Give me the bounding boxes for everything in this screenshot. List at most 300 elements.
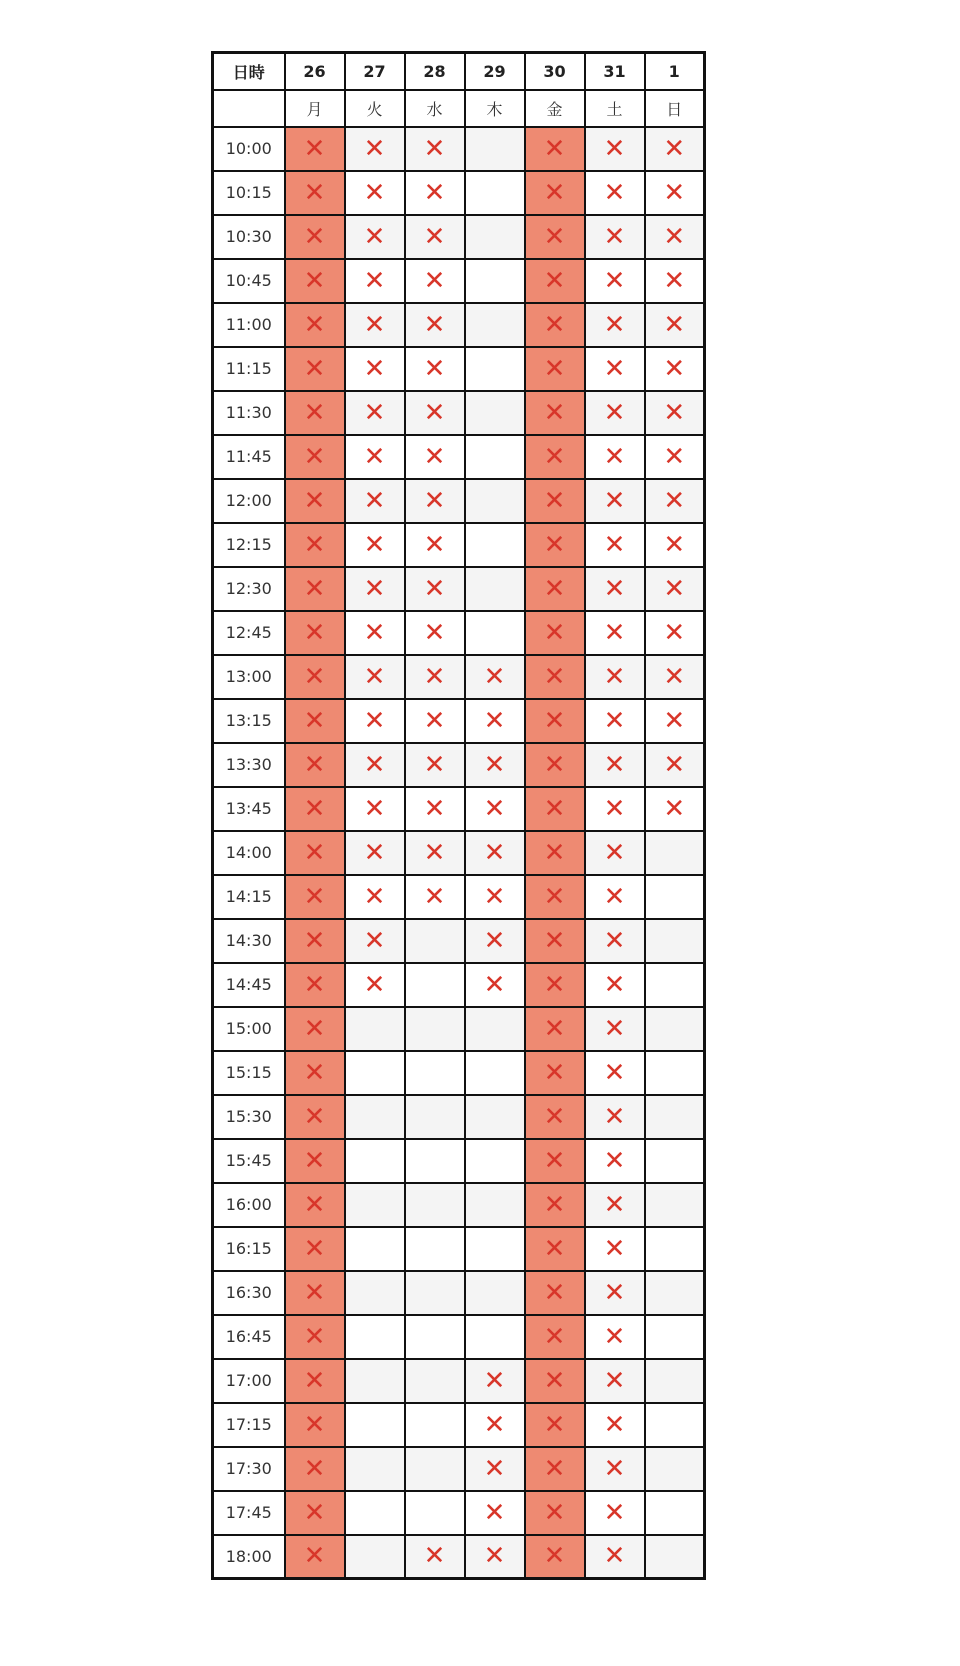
unavailable-x-icon: ✕	[423, 177, 446, 208]
unavailable-x-icon: ✕	[303, 529, 326, 560]
slot-available[interactable]	[405, 1271, 465, 1315]
time-slot-row	[213, 1535, 705, 1579]
slot-available[interactable]	[465, 1007, 525, 1051]
slot-available[interactable]	[465, 523, 525, 567]
schedule-wrapper	[211, 51, 706, 1580]
time-label: 17:45	[213, 1491, 285, 1535]
slot-unavailable	[405, 567, 465, 611]
slot-available[interactable]	[645, 1227, 705, 1271]
unavailable-x-icon: ✕	[303, 1541, 326, 1572]
slot-available[interactable]	[405, 1139, 465, 1183]
unavailable-x-icon: ✕	[303, 1145, 326, 1176]
unavailable-x-icon: ✕	[603, 485, 626, 516]
slot-unavailable	[645, 435, 705, 479]
slot-unavailable	[585, 1183, 645, 1227]
time-slot-row	[213, 1447, 705, 1491]
time-slot-row	[213, 479, 705, 523]
time-slot-row	[213, 919, 705, 963]
unavailable-x-icon: ✕	[543, 1057, 566, 1088]
unavailable-x-icon: ✕	[663, 529, 686, 560]
slot-available[interactable]	[465, 1139, 525, 1183]
slot-available[interactable]	[405, 1359, 465, 1403]
slot-unavailable	[405, 391, 465, 435]
unavailable-x-icon: ✕	[543, 309, 566, 340]
unavailable-x-icon: ✕	[363, 397, 386, 428]
unavailable-x-icon: ✕	[663, 221, 686, 252]
slot-available[interactable]	[465, 567, 525, 611]
slot-available[interactable]	[645, 1183, 705, 1227]
unavailable-x-icon: ✕	[303, 1321, 326, 1352]
unavailable-x-icon: ✕	[303, 1277, 326, 1308]
unavailable-x-icon: ✕	[603, 749, 626, 780]
time-slot-row	[213, 435, 705, 479]
slot-unavailable	[285, 1227, 345, 1271]
unavailable-x-icon: ✕	[663, 133, 686, 164]
slot-available[interactable]	[405, 1051, 465, 1095]
unavailable-x-icon: ✕	[603, 573, 626, 604]
slot-unavailable	[465, 875, 525, 919]
availability-table	[211, 51, 706, 1580]
unavailable-x-icon: ✕	[603, 133, 626, 164]
unavailable-x-icon: ✕	[543, 1189, 566, 1220]
unavailable-x-icon: ✕	[303, 661, 326, 692]
slot-unavailable	[585, 1007, 645, 1051]
unavailable-x-icon: ✕	[363, 529, 386, 560]
time-slot-row	[213, 743, 705, 787]
slot-available[interactable]	[645, 1007, 705, 1051]
slot-unavailable	[405, 611, 465, 655]
slot-available[interactable]	[345, 1007, 405, 1051]
slot-unavailable	[525, 875, 585, 919]
slot-unavailable	[585, 435, 645, 479]
slot-available[interactable]	[645, 963, 705, 1007]
slot-unavailable	[285, 1535, 345, 1579]
slot-unavailable	[645, 479, 705, 523]
slot-unavailable	[585, 1359, 645, 1403]
unavailable-x-icon: ✕	[603, 1057, 626, 1088]
slot-unavailable	[585, 1227, 645, 1271]
unavailable-x-icon: ✕	[423, 881, 446, 912]
unavailable-x-icon: ✕	[303, 177, 326, 208]
slot-available[interactable]	[645, 1535, 705, 1579]
time-label: 14:45	[213, 963, 285, 1007]
unavailable-x-icon: ✕	[363, 969, 386, 1000]
slot-available[interactable]	[465, 479, 525, 523]
slot-unavailable	[285, 1183, 345, 1227]
unavailable-x-icon: ✕	[603, 793, 626, 824]
slot-unavailable	[285, 1271, 345, 1315]
slot-available[interactable]	[345, 1491, 405, 1535]
unavailable-x-icon: ✕	[603, 881, 626, 912]
unavailable-x-icon: ✕	[603, 1145, 626, 1176]
slot-available[interactable]	[465, 259, 525, 303]
unavailable-x-icon: ✕	[483, 705, 506, 736]
slot-unavailable	[525, 347, 585, 391]
slot-available[interactable]	[645, 875, 705, 919]
slot-available[interactable]	[645, 1403, 705, 1447]
unavailable-x-icon: ✕	[363, 925, 386, 956]
unavailable-x-icon: ✕	[543, 705, 566, 736]
slot-available[interactable]	[345, 1051, 405, 1095]
time-slot-row	[213, 1491, 705, 1535]
slot-available[interactable]	[345, 1315, 405, 1359]
slot-unavailable	[345, 611, 405, 655]
slot-available[interactable]	[465, 303, 525, 347]
unavailable-x-icon: ✕	[663, 617, 686, 648]
unavailable-x-icon: ✕	[603, 529, 626, 560]
slot-unavailable	[285, 1447, 345, 1491]
slot-unavailable	[345, 963, 405, 1007]
unavailable-x-icon: ✕	[543, 661, 566, 692]
slot-unavailable	[405, 127, 465, 171]
slot-available[interactable]	[405, 1403, 465, 1447]
unavailable-x-icon: ✕	[603, 617, 626, 648]
unavailable-x-icon: ✕	[663, 793, 686, 824]
unavailable-x-icon: ✕	[603, 353, 626, 384]
slot-unavailable	[585, 215, 645, 259]
slot-unavailable	[585, 831, 645, 875]
slot-available[interactable]	[405, 1447, 465, 1491]
slot-unavailable	[585, 303, 645, 347]
slot-unavailable	[525, 1227, 585, 1271]
slot-available[interactable]	[465, 1095, 525, 1139]
unavailable-x-icon: ✕	[423, 617, 446, 648]
slot-unavailable	[285, 919, 345, 963]
slot-unavailable	[405, 655, 465, 699]
unavailable-x-icon: ✕	[483, 925, 506, 956]
slot-unavailable	[525, 1491, 585, 1535]
slot-unavailable	[405, 171, 465, 215]
slot-unavailable	[465, 787, 525, 831]
slot-available[interactable]	[345, 1095, 405, 1139]
slot-unavailable	[585, 611, 645, 655]
unavailable-x-icon: ✕	[543, 1497, 566, 1528]
slot-available[interactable]	[405, 1007, 465, 1051]
slot-unavailable	[285, 963, 345, 1007]
weekday-header: 月	[285, 90, 345, 127]
slot-unavailable	[585, 963, 645, 1007]
slot-available[interactable]	[465, 347, 525, 391]
slot-unavailable	[585, 1095, 645, 1139]
slot-available[interactable]	[345, 1183, 405, 1227]
slot-unavailable	[585, 699, 645, 743]
unavailable-x-icon: ✕	[603, 1013, 626, 1044]
unavailable-x-icon: ✕	[363, 133, 386, 164]
slot-unavailable	[525, 1271, 585, 1315]
unavailable-x-icon: ✕	[423, 441, 446, 472]
time-slot-row	[213, 1227, 705, 1271]
unavailable-x-icon: ✕	[423, 573, 446, 604]
slot-unavailable	[465, 1359, 525, 1403]
time-slot-row	[213, 1271, 705, 1315]
unavailable-x-icon: ✕	[363, 573, 386, 604]
unavailable-x-icon: ✕	[543, 221, 566, 252]
slot-unavailable	[405, 259, 465, 303]
slot-available[interactable]	[465, 1315, 525, 1359]
slot-unavailable	[585, 479, 645, 523]
unavailable-x-icon: ✕	[303, 1013, 326, 1044]
slot-available[interactable]	[645, 919, 705, 963]
slot-unavailable	[285, 1051, 345, 1095]
time-slot-row	[213, 215, 705, 259]
slot-unavailable	[405, 787, 465, 831]
slot-unavailable	[525, 831, 585, 875]
slot-unavailable	[585, 1315, 645, 1359]
unavailable-x-icon: ✕	[543, 837, 566, 868]
slot-available[interactable]	[645, 1447, 705, 1491]
slot-unavailable	[405, 1535, 465, 1579]
time-slot-row	[213, 1359, 705, 1403]
unavailable-x-icon: ✕	[543, 1321, 566, 1352]
slot-unavailable	[285, 743, 345, 787]
unavailable-x-icon: ✕	[303, 749, 326, 780]
slot-available[interactable]	[645, 1139, 705, 1183]
time-label: 17:15	[213, 1403, 285, 1447]
time-slot-row	[213, 611, 705, 655]
unavailable-x-icon: ✕	[303, 1497, 326, 1528]
slot-unavailable	[465, 655, 525, 699]
slot-unavailable	[525, 743, 585, 787]
unavailable-x-icon: ✕	[363, 177, 386, 208]
slot-available[interactable]	[465, 391, 525, 435]
slot-unavailable	[285, 435, 345, 479]
slot-available[interactable]	[465, 171, 525, 215]
time-label: 17:00	[213, 1359, 285, 1403]
time-slot-row	[213, 831, 705, 875]
time-slot-row	[213, 259, 705, 303]
unavailable-x-icon: ✕	[303, 1057, 326, 1088]
slot-available[interactable]	[465, 127, 525, 171]
time-label: 14:15	[213, 875, 285, 919]
unavailable-x-icon: ✕	[543, 1453, 566, 1484]
unavailable-x-icon: ✕	[603, 837, 626, 868]
unavailable-x-icon: ✕	[663, 309, 686, 340]
unavailable-x-icon: ✕	[303, 397, 326, 428]
slot-available[interactable]	[645, 1315, 705, 1359]
unavailable-x-icon: ✕	[363, 485, 386, 516]
slot-unavailable	[405, 479, 465, 523]
date-header: 26	[285, 53, 345, 90]
slot-unavailable	[285, 215, 345, 259]
time-label: 14:00	[213, 831, 285, 875]
unavailable-x-icon: ✕	[303, 1453, 326, 1484]
unavailable-x-icon: ✕	[303, 1189, 326, 1220]
slot-unavailable	[645, 215, 705, 259]
unavailable-x-icon: ✕	[603, 441, 626, 472]
slot-unavailable	[285, 1315, 345, 1359]
unavailable-x-icon: ✕	[483, 1497, 506, 1528]
unavailable-x-icon: ✕	[543, 529, 566, 560]
slot-unavailable	[285, 567, 345, 611]
slot-available[interactable]	[465, 1271, 525, 1315]
weekday-header: 土	[585, 90, 645, 127]
slot-available[interactable]	[645, 1359, 705, 1403]
slot-unavailable	[585, 787, 645, 831]
unavailable-x-icon: ✕	[363, 265, 386, 296]
slot-unavailable	[465, 963, 525, 1007]
slot-unavailable	[345, 171, 405, 215]
unavailable-x-icon: ✕	[483, 969, 506, 1000]
time-label: 13:15	[213, 699, 285, 743]
time-label: 16:30	[213, 1271, 285, 1315]
unavailable-x-icon: ✕	[603, 1453, 626, 1484]
unavailable-x-icon: ✕	[483, 1541, 506, 1572]
slot-available[interactable]	[645, 1271, 705, 1315]
unavailable-x-icon: ✕	[303, 133, 326, 164]
slot-available[interactable]	[645, 1051, 705, 1095]
unavailable-x-icon: ✕	[303, 1409, 326, 1440]
slot-available[interactable]	[345, 1359, 405, 1403]
unavailable-x-icon: ✕	[543, 749, 566, 780]
slot-unavailable	[345, 391, 405, 435]
time-label: 14:30	[213, 919, 285, 963]
time-slot-row	[213, 655, 705, 699]
time-label: 12:15	[213, 523, 285, 567]
time-label: 16:45	[213, 1315, 285, 1359]
slot-unavailable	[525, 479, 585, 523]
slot-unavailable	[585, 127, 645, 171]
slot-available[interactable]	[645, 1491, 705, 1535]
slot-available[interactable]	[645, 831, 705, 875]
slot-unavailable	[405, 523, 465, 567]
time-label: 10:00	[213, 127, 285, 171]
unavailable-x-icon: ✕	[603, 221, 626, 252]
unavailable-x-icon: ✕	[483, 1365, 506, 1396]
unavailable-x-icon: ✕	[603, 1409, 626, 1440]
unavailable-x-icon: ✕	[303, 881, 326, 912]
time-label: 15:00	[213, 1007, 285, 1051]
slot-unavailable	[345, 347, 405, 391]
slot-unavailable	[525, 303, 585, 347]
slot-available[interactable]	[465, 215, 525, 259]
unavailable-x-icon: ✕	[303, 1233, 326, 1264]
slot-available[interactable]	[465, 1227, 525, 1271]
time-label: 18:00	[213, 1535, 285, 1579]
slot-unavailable	[345, 567, 405, 611]
slot-available[interactable]	[345, 1535, 405, 1579]
slot-available[interactable]	[465, 435, 525, 479]
slot-unavailable	[645, 611, 705, 655]
unavailable-x-icon: ✕	[423, 793, 446, 824]
slot-available[interactable]	[345, 1227, 405, 1271]
slot-unavailable	[345, 919, 405, 963]
slot-available[interactable]	[645, 1095, 705, 1139]
unavailable-x-icon: ✕	[303, 617, 326, 648]
slot-available[interactable]	[465, 1183, 525, 1227]
unavailable-x-icon: ✕	[603, 661, 626, 692]
unavailable-x-icon: ✕	[423, 837, 446, 868]
slot-unavailable	[465, 1403, 525, 1447]
slot-available[interactable]	[405, 1095, 465, 1139]
unavailable-x-icon: ✕	[483, 793, 506, 824]
unavailable-x-icon: ✕	[663, 353, 686, 384]
time-slot-row	[213, 391, 705, 435]
time-slot-row	[213, 127, 705, 171]
unavailable-x-icon: ✕	[423, 1541, 446, 1572]
slot-available[interactable]	[405, 919, 465, 963]
unavailable-x-icon: ✕	[303, 1365, 326, 1396]
unavailable-x-icon: ✕	[543, 485, 566, 516]
slot-unavailable	[285, 1403, 345, 1447]
unavailable-x-icon: ✕	[543, 1233, 566, 1264]
unavailable-x-icon: ✕	[543, 1277, 566, 1308]
slot-unavailable	[285, 259, 345, 303]
unavailable-x-icon: ✕	[603, 969, 626, 1000]
corner-label: 日時	[213, 53, 285, 90]
unavailable-x-icon: ✕	[483, 837, 506, 868]
slot-unavailable	[645, 259, 705, 303]
time-slot-row	[213, 303, 705, 347]
time-slot-row	[213, 523, 705, 567]
unavailable-x-icon: ✕	[603, 1101, 626, 1132]
slot-unavailable	[285, 171, 345, 215]
slot-unavailable	[525, 215, 585, 259]
slot-available[interactable]	[405, 1227, 465, 1271]
slot-unavailable	[465, 1491, 525, 1535]
slot-available[interactable]	[405, 1183, 465, 1227]
slot-available[interactable]	[345, 1447, 405, 1491]
time-slot-row	[213, 171, 705, 215]
unavailable-x-icon: ✕	[483, 1409, 506, 1440]
slot-available[interactable]	[345, 1403, 405, 1447]
slot-unavailable	[645, 391, 705, 435]
slot-available[interactable]	[465, 611, 525, 655]
slot-available[interactable]	[405, 1491, 465, 1535]
slot-available[interactable]	[345, 1271, 405, 1315]
slot-available[interactable]	[405, 963, 465, 1007]
slot-unavailable	[285, 1491, 345, 1535]
unavailable-x-icon: ✕	[543, 1101, 566, 1132]
slot-unavailable	[405, 303, 465, 347]
slot-unavailable	[525, 1051, 585, 1095]
time-slot-row	[213, 347, 705, 391]
unavailable-x-icon: ✕	[603, 925, 626, 956]
unavailable-x-icon: ✕	[303, 573, 326, 604]
slot-unavailable	[405, 347, 465, 391]
unavailable-x-icon: ✕	[663, 485, 686, 516]
unavailable-x-icon: ✕	[543, 925, 566, 956]
slot-available[interactable]	[405, 1315, 465, 1359]
unavailable-x-icon: ✕	[603, 1321, 626, 1352]
unavailable-x-icon: ✕	[423, 265, 446, 296]
unavailable-x-icon: ✕	[363, 705, 386, 736]
slot-available[interactable]	[465, 1051, 525, 1095]
slot-unavailable	[285, 1359, 345, 1403]
weekday-corner	[213, 90, 285, 127]
date-header: 29	[465, 53, 525, 90]
date-header: 1	[645, 53, 705, 90]
slot-unavailable	[525, 391, 585, 435]
slot-available[interactable]	[345, 1139, 405, 1183]
weekday-header: 火	[345, 90, 405, 127]
slot-unavailable	[405, 831, 465, 875]
slot-unavailable	[585, 655, 645, 699]
unavailable-x-icon: ✕	[663, 265, 686, 296]
slot-unavailable	[585, 919, 645, 963]
slot-unavailable	[525, 523, 585, 567]
time-label: 11:15	[213, 347, 285, 391]
time-slot-row	[213, 875, 705, 919]
time-label: 15:45	[213, 1139, 285, 1183]
weekday-header: 日	[645, 90, 705, 127]
slot-unavailable	[585, 171, 645, 215]
time-slot-row	[213, 1051, 705, 1095]
unavailable-x-icon: ✕	[303, 837, 326, 868]
unavailable-x-icon: ✕	[423, 309, 446, 340]
slot-unavailable	[345, 215, 405, 259]
unavailable-x-icon: ✕	[483, 661, 506, 692]
unavailable-x-icon: ✕	[603, 397, 626, 428]
